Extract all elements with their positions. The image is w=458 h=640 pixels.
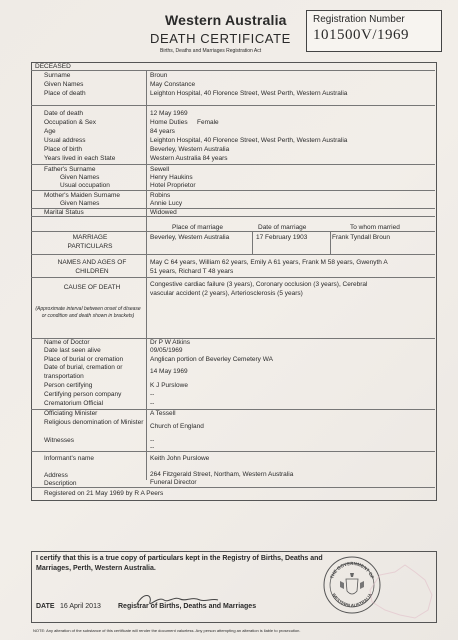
marriage-place-header: Place of marriage	[172, 224, 223, 231]
marriage-date-header: Date of marriage	[258, 224, 307, 231]
row-rule	[31, 70, 435, 71]
row-rule	[31, 216, 435, 217]
date-value: 16 April 2013	[60, 603, 101, 610]
father-given-label: Given Names	[60, 174, 100, 181]
last-seen-value: 09/05/1969	[150, 347, 183, 354]
surname-label: Surname	[44, 72, 71, 79]
column-divider	[252, 231, 253, 254]
last-seen-label: Date last seen alive	[44, 347, 101, 354]
act-title: Births, Deaths and Marriages Registration Act	[160, 48, 262, 54]
officiating-minister-label: Officiating Minister	[44, 410, 98, 417]
registrar-signature	[132, 590, 222, 610]
religion-value: Church of England	[150, 423, 204, 430]
australia-watermark	[360, 560, 440, 630]
marital-status-value: Widowed	[150, 209, 177, 216]
cause-interval-note: (Approximate interval between onset of disease or condition and death shown in brackets)	[35, 306, 141, 319]
father-occupation-value: Hotel Proprietor	[150, 182, 196, 189]
witness-value-1: --	[150, 437, 155, 444]
document-title: DEATH CERTIFICATE	[150, 31, 291, 46]
sex-value: Female	[197, 119, 219, 126]
mother-surname-value: Robins	[150, 192, 171, 199]
burial-place-value: Anglican portion of Beverley Cemetery WA	[150, 356, 273, 363]
row-rule	[31, 105, 435, 106]
informant-value: Keith John Purslowe	[150, 455, 210, 462]
state-title: Western Australia	[165, 12, 287, 28]
certification-text: I certify that this is a true copy of particulars kept in the Registry of Births, Deaths and Marriages, Perth, Western Australia.	[36, 555, 323, 572]
father-occupation-label: Usual occupation	[60, 182, 110, 189]
column-divider	[330, 231, 331, 254]
years-state-label: Years lived in each State	[44, 155, 116, 162]
marital-status-label: Marital Status	[44, 209, 84, 216]
person-certifying-label: Person certifying	[44, 382, 93, 389]
cause-of-death-label: CAUSE OF DEATH	[63, 284, 121, 291]
father-surname-value: Sewell	[150, 166, 170, 173]
surname-value: Broun	[150, 72, 168, 79]
witness-value-2: --	[150, 444, 155, 451]
row-rule	[31, 451, 435, 452]
informant-address-value: 264 Fitzgerald Street, Northam, Western Australia	[150, 471, 294, 478]
row-rule	[31, 254, 435, 255]
mother-surname-label: Mother's Maiden Surname	[44, 192, 121, 199]
marriage-to-value: Frank Tyndall Broun	[332, 234, 391, 241]
age-label: Age	[44, 128, 56, 135]
burial-date-label: Date of burial, cremation or transportation	[44, 364, 123, 380]
occupation-value: Home Duties	[150, 119, 188, 126]
place-of-birth-label: Place of birth	[44, 146, 82, 153]
registration-number: 101500V/1969	[313, 27, 409, 43]
officiating-minister-value: A Tessell	[150, 410, 176, 417]
row-rule	[31, 338, 435, 339]
date-label: DATE	[36, 603, 55, 610]
footer-note: NOTE: Any alteration of the substance of this certificate will render the document valueless. Any person attempting an alteration is liable to prosecution.	[33, 628, 301, 633]
seal-top-text: THE GOVERNMENT OF	[329, 560, 375, 580]
registration-label: Registration Number	[313, 14, 405, 25]
usual-address-label: Usual address	[44, 137, 86, 144]
mother-given-value: Annie Lucy	[150, 200, 183, 207]
row-rule	[31, 487, 435, 488]
row-rule	[31, 277, 435, 278]
registration-box	[306, 10, 442, 52]
cause-line1: Congestive cardiac failure (3 years), Coronary occlusion (3 years), Cerebral	[150, 281, 368, 288]
date-of-death-label: Date of death	[44, 110, 84, 117]
registrar-title: Registrar of Births, Deaths and Marriages	[118, 603, 257, 610]
informant-label: Informant's name	[44, 455, 95, 462]
cause-line2: vascular accident (2 years), Arteriosclerosis (5 years)	[150, 290, 303, 297]
children-line2: 51 years, Richard T 48 years	[150, 268, 234, 275]
given-names-label: Given Names	[44, 81, 84, 88]
crematorium-official-value: --	[150, 400, 155, 407]
column-divider	[146, 70, 147, 254]
certifying-company-label: Certifying person company	[44, 391, 122, 398]
marriage-date-value: 17 February 1903	[256, 234, 308, 241]
marriage-particulars-label: MARRIAGE PARTICULARS	[67, 234, 113, 250]
person-certifying-value: K J Purslowe	[150, 382, 188, 389]
age-value: 84 years	[150, 128, 175, 135]
crematorium-official-label: Crematorium Official	[44, 400, 104, 407]
place-of-death-label: Place of death	[44, 90, 86, 97]
witnesses-label: Witnesses	[44, 437, 74, 444]
usual-address-value: Leighton Hospital, 40 Florence Street, West Perth, Western Australia	[150, 137, 348, 144]
row-rule	[31, 208, 435, 209]
place-of-birth-value: Beverley, Western Australia	[150, 146, 230, 153]
burial-place-label: Place of burial or cremation	[44, 356, 124, 363]
religion-label: Religious denomination of Minister	[44, 419, 144, 426]
doctor-label: Name of Doctor	[44, 339, 90, 346]
registered-line: Registered on 21 May 1969 by R A Peers	[44, 490, 164, 497]
burial-date-value: 14 May 1969	[150, 368, 188, 375]
years-state-value: Western Australia 84 years	[150, 155, 228, 162]
marriage-place-value: Beverley, Western Australia	[150, 234, 230, 241]
certifying-company-value: --	[150, 391, 155, 398]
deceased-heading: DECEASED	[35, 63, 71, 70]
column-divider	[146, 254, 147, 480]
father-given-value: Henry Haukins	[150, 174, 193, 181]
place-of-death-value: Leighton Hospital, 40 Florence Street, West Perth, Western Australia	[150, 90, 348, 97]
children-line1: May C 64 years, William 62 years, Emily A 61 years, Frank M 58 years, Gwenyth A	[150, 259, 388, 266]
doctor-value: Dr P W Atkins	[150, 339, 190, 346]
marriage-to-header: To whom married	[350, 224, 400, 231]
occupation-label: Occupation & Sex	[44, 119, 97, 126]
given-names-value: May Constance	[150, 81, 196, 88]
date-of-death-value: 12 May 1969	[150, 110, 188, 117]
seal-bottom-text: WESTERN AUSTRALIA	[331, 592, 373, 609]
mother-given-label: Given Names	[60, 200, 100, 207]
informant-address-label: Address	[44, 472, 68, 479]
description-value: Funeral Director	[150, 479, 197, 486]
description-label: Description	[44, 480, 77, 487]
father-surname-label: Father's Surname	[44, 166, 96, 173]
children-label: NAMES AND AGES OF CHILDREN	[57, 259, 127, 275]
